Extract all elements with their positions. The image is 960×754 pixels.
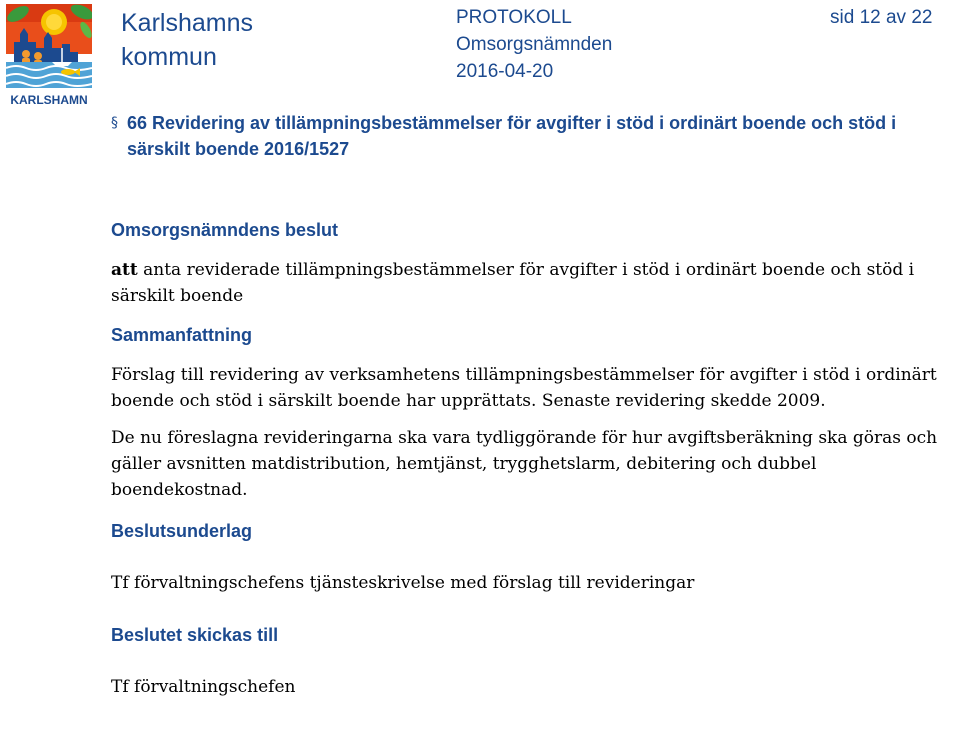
- sent-to-text: Tf förvaltningschefen: [111, 677, 296, 697]
- sent-to-heading: Beslutet skickas till: [111, 625, 279, 645]
- basis-text: Tf förvaltningschefens tjänsteskrivelse med förslag till revideringar: [111, 573, 695, 593]
- agenda-item-title: [111, 110, 956, 162]
- protocol-body: [111, 108, 956, 700]
- karlshamn-logo-emblem-icon: [6, 4, 92, 108]
- document-type: PROTOKOLL: [456, 7, 572, 28]
- organization-name-line1: Karlshamns: [121, 9, 253, 37]
- decision-heading: Omsorgsnämndens beslut: [111, 220, 339, 240]
- decision-text: [111, 257, 956, 309]
- decision-lead: att: [111, 260, 138, 280]
- paragraph-sign-icon: §: [111, 115, 118, 131]
- page-number: sid 12 av 22: [830, 7, 933, 28]
- decision-body: anta reviderade tillämpningsbestämmelser för avgifter i stöd i ordinärt boende och stöd i särskilt boende: [111, 260, 915, 306]
- agenda-item-title-text: 66 Revidering av tillämpningsbestämmelser för avgifter i stöd i ordinärt boende och stöd i särskilt boende 2016/1527: [127, 113, 897, 159]
- basis-heading: Beslutsunderlag: [111, 521, 253, 541]
- organization-name-line2: kommun: [121, 43, 217, 71]
- organization-name: [121, 6, 253, 74]
- summary-paragraph-2: De nu föreslagna revideringarna ska vara tydliggörande för hur avgiftsberäkning ska göras och gäller avsnitten matdistribution, hemtjänst, trygghetslarm, debitering och dubbel boendekostnad.: [111, 428, 938, 500]
- protocol-meta: [456, 4, 612, 85]
- karlshamn-logo: [6, 4, 92, 108]
- summary-heading: Sammanfattning: [111, 325, 253, 345]
- committee-name: Omsorgsnämnden: [456, 34, 613, 55]
- meeting-date: 2016-04-20: [456, 61, 554, 82]
- logo-wordmark: KARLSHAMN: [10, 93, 88, 107]
- summary-paragraph-1: Förslag till revidering av verksamhetens tillämpningsbestämmelser för avgifter i stöd i ordinärt boende och stöd i särskilt boende har upprättats. Senaste revidering skedde 2009.: [111, 365, 937, 411]
